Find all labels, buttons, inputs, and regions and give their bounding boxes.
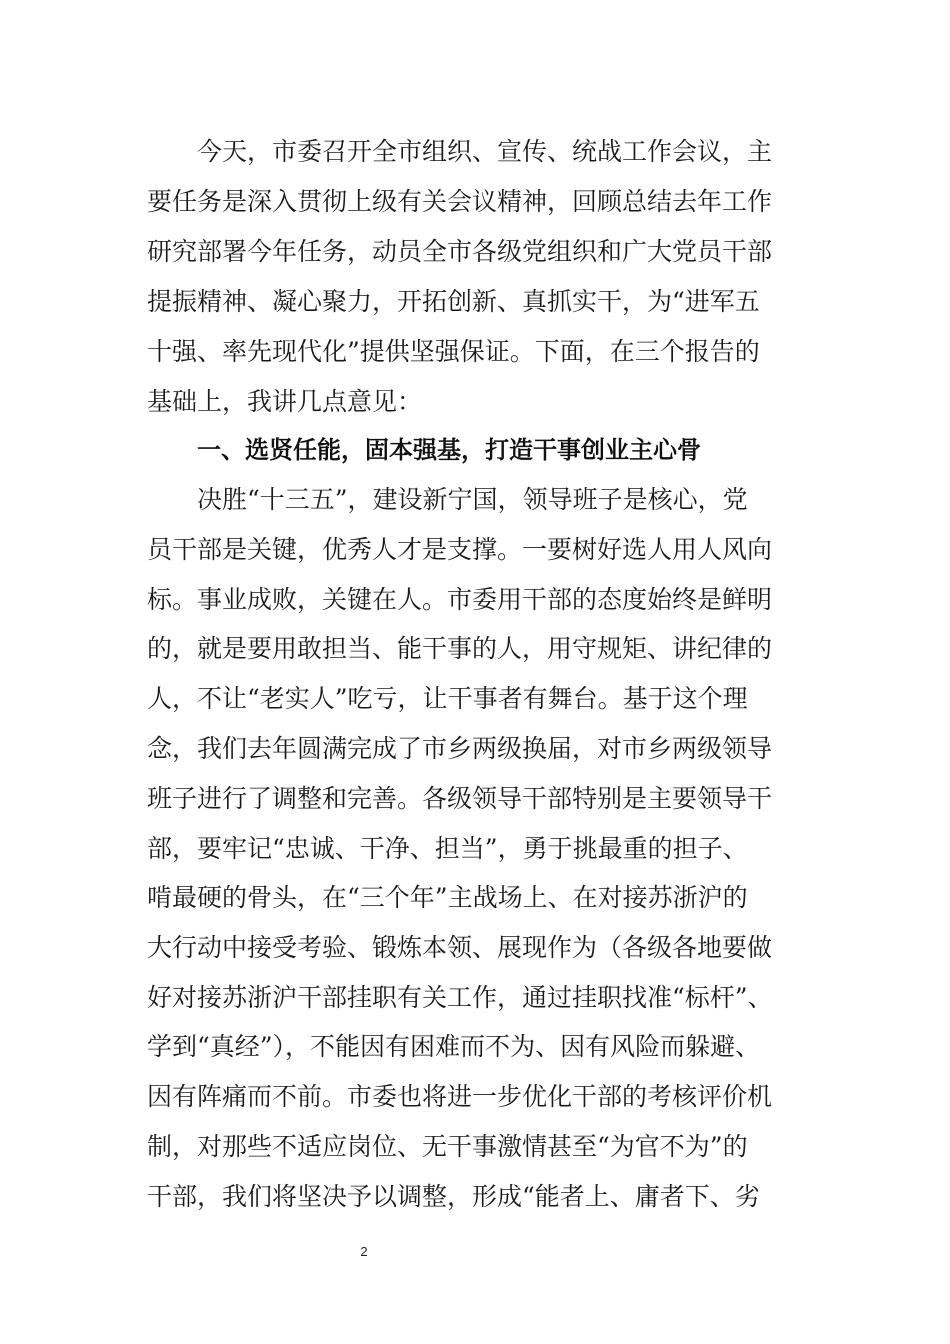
text-line: 研究部署今年任务，动员全市各级党组织和广大党员干部 <box>147 237 773 266</box>
text-line: 基础上，我讲几点意见： <box>147 387 423 416</box>
page-number: 2 <box>360 1244 368 1259</box>
text-line: 班子进行了调整和完善。各级领导干部特别是主要领导干 <box>147 784 773 813</box>
text-line: 要任务是深入贯彻上级有关会议精神，回顾总结去年工作 <box>147 187 773 216</box>
text-line: 十强、率先现代化”提供坚强保证。下面，在三个报告的 <box>147 337 760 366</box>
text-line: 部，要牢记“忠诚、干净、担当”，勇于挑最重的担子、 <box>147 834 748 863</box>
text-line: 提振精神、凝心聚力，开拓创新、真抓实干，为“进军五 <box>147 287 760 316</box>
text-line: 大行动中接受考验、锻炼本领、展现作为（各级各地要做 <box>147 933 773 962</box>
text-line: 决胜“十三五”，建设新宁国，领导班子是核心，党 <box>197 485 748 514</box>
text-line: 干部，我们将坚决予以调整，形成“能者上、庸者下、劣 <box>147 1182 760 1211</box>
text-line: 的，就是要用敢担当、能干事的人，用守规矩、讲纪律的 <box>147 634 773 663</box>
section-heading: 一、选贤任能，固本强基，打造干事创业主心骨 <box>197 436 701 464</box>
text-line: 制，对那些不适应岗位、无干事激情甚至“为官不为”的 <box>147 1132 748 1161</box>
text-line: 好对接苏浙沪干部挂职有关工作，通过挂职找准“标杆”、 <box>147 983 773 1012</box>
text-line: 人，不让“老实人”吃亏，让干事者有舞台。基于这个理 <box>147 684 748 713</box>
text-line: 今天，市委召开全市组织、宣传、统战工作会议，主 <box>197 137 773 166</box>
text-line: 因有阵痛而不前。市委也将进一步优化干部的考核评价机 <box>147 1082 773 1111</box>
text-line: 员干部是关键，优秀人才是支撑。一要树好选人用人风向 <box>147 535 773 564</box>
text-line: 学到“真经”），不能因有困难而不为、因有风险而躲避、 <box>147 1032 761 1061</box>
text-line: 标。事业成败，关键在人。市委用干部的态度始终是鲜明 <box>147 585 773 614</box>
text-line: 啃最硬的骨头，在“三个年”主战场上、在对接苏浙沪的 <box>147 883 748 912</box>
text-line: 念，我们去年圆满完成了市乡两级换届，对市乡两级领导 <box>147 734 773 763</box>
